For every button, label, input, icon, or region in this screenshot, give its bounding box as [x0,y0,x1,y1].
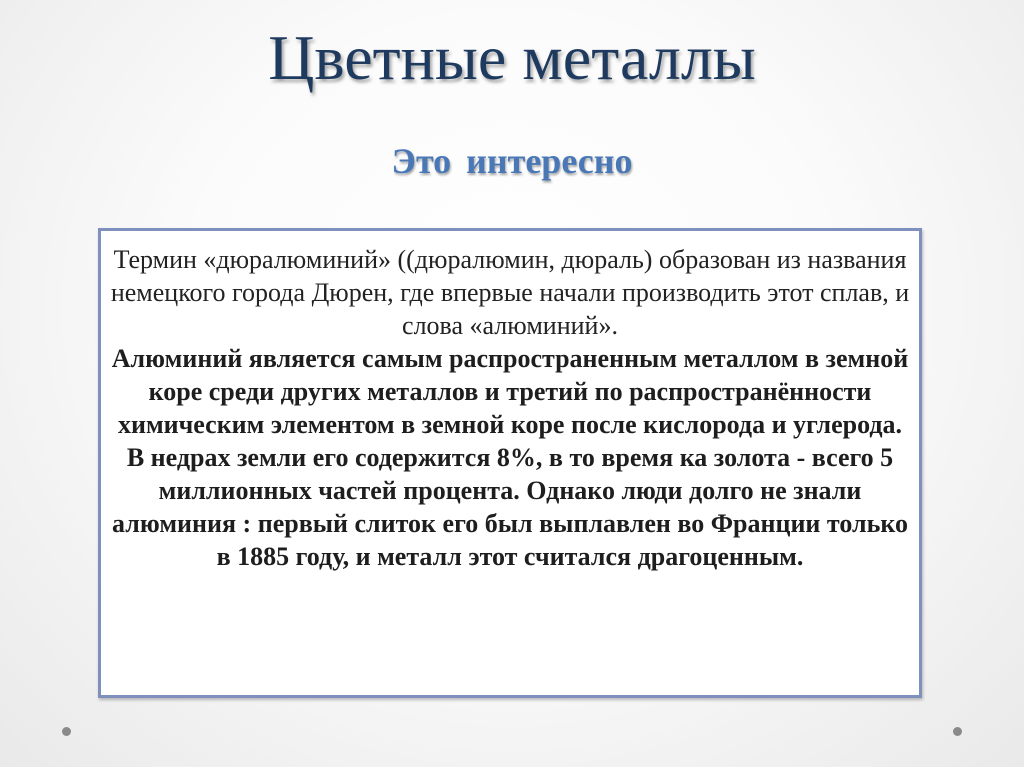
slide-subtitle: Это интересно [391,141,633,181]
paragraph-duralumin: Термин «дюралюминий» ((дюралюмин, дюраль) образован из названия немецкого города Дюрен, где впервые начали производить этот сплав, и слова «алюминий». [110,245,910,340]
left-dot-icon [62,727,71,736]
right-dot-icon [953,727,962,736]
text-box [98,228,922,698]
paragraph-aluminium-history: В недрах земли его содержится 8%, в то время ка золота - всего 5 миллионных частей процента. Однако люди долго не знали алюминия : первый слиток его был выплавлен во Франции только в 1885 году, и металл этот считался драгоценным. [112,443,908,571]
slide-title: Цветные металлы [268,22,756,93]
paragraph-aluminium-abundance: Алюминий является самым распространенным металлом в земной коре среди других металлов и третий по распространённости химическим элементом в земной коре после кислорода и углерода. [111,344,909,439]
